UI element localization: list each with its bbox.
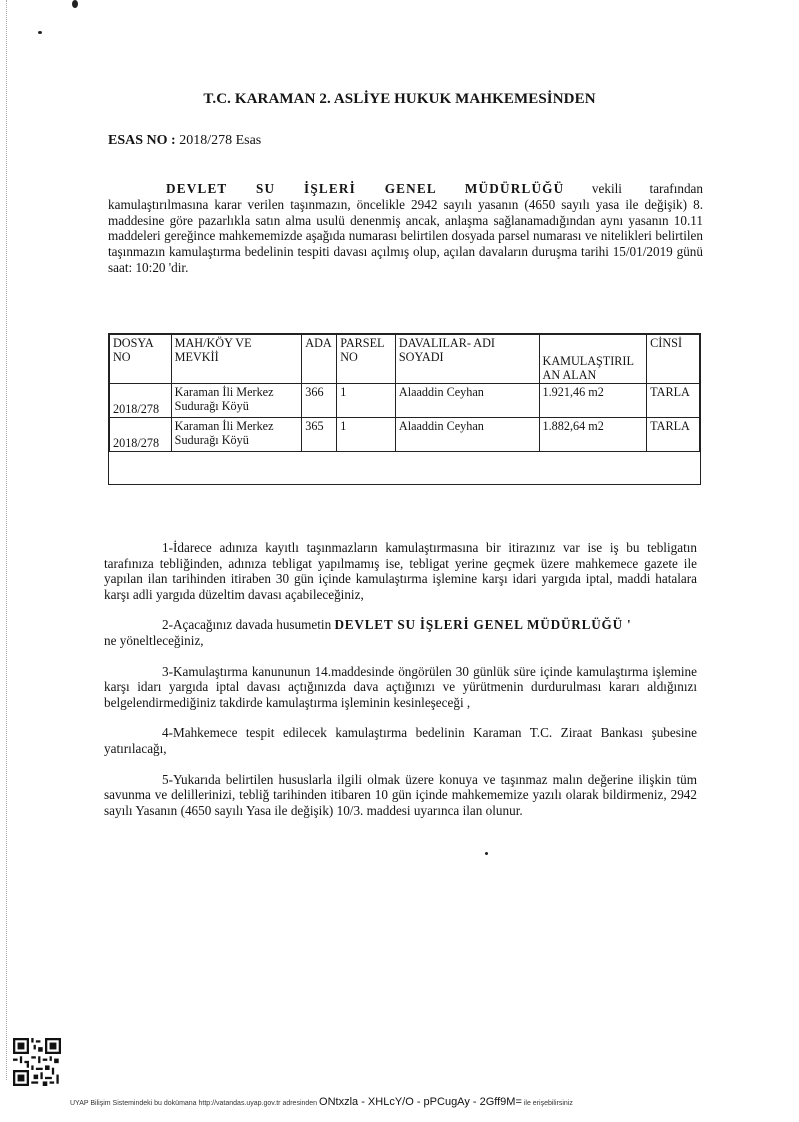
header-dosya-no: DOSYA NO xyxy=(110,335,172,384)
intro-text: kamulaştırılmasına karar verilen taşınmazın, öncelikle 2942 sayılı yasanın (4650 sayılı yasa ile değişik) 8. maddesine göre pazarlıkla satın alma usulü denenmiş ancak, anlaşma sağlanamadığından aynı yasanın 10.11 maddeleri gereğince mahkememizde aşağıda numarası belirtilen dosyada parsel numarası ve nitelikleri belirtilen taşınmazın kamulaştırma bedelinin tespiti davası açılmış olup, açılan davaların duruşma tarihi 15/01/2019 günü saat: 10:20 'dir. xyxy=(108,196,703,275)
header-cinsi: CİNSİ xyxy=(647,335,700,384)
cell-cinsi: TARLA xyxy=(647,384,700,418)
header-mah-koy: MAH/KÖY VE MEVKİİ xyxy=(171,335,302,384)
defendant-org: DEVLET SU İŞLERİ GENEL MÜDÜRLÜĞÜ ' xyxy=(334,617,632,633)
verification-code: ONtxzla - XHLcY/O - pPCugAy - 2Gff9M= xyxy=(319,1096,522,1108)
notice-item-2-post: ne yöneltleceğiniz, xyxy=(104,632,204,648)
notice-item-2-pre: 2-Açacağınız davada husumetin xyxy=(162,617,335,633)
header-davalilar: DAVALILAR- ADI SOYADI xyxy=(395,335,539,384)
esas-value: 2018/278 Esas xyxy=(175,133,262,148)
notice-item-1-text: 1-İdarece adınıza kayıtlı taşınmazların kamulaştırmasına bir itirazınız var ise iş bu tebligatın tarafınıza tebliğinden, adınıza tebligat yapılmamış ise, tebligat yerine geçmek üzere mahkemece gazete ile yapılan ilan tarihinden itiraben 30 gün içinde kamulaştırma işlemine karşı idari yargıda iptal, maddi hatalara karşı adli yargıda düzeltim davası açabileceğiniz, xyxy=(104,540,697,602)
footer-verification xyxy=(70,1096,573,1108)
court-title: T.C. KARAMAN 2. ASLİYE HUKUK MAHKEMESİNDEN xyxy=(203,91,596,107)
notice-items xyxy=(104,540,697,833)
intro-first-line xyxy=(108,181,703,197)
cell-davali: Alaaddin Ceyhan xyxy=(395,418,539,452)
cell-davali: Alaaddin Ceyhan xyxy=(395,384,539,418)
cell-ada: 366 xyxy=(302,384,337,418)
notice-item-4-text: 4-Mahkemece tespit edilecek kamulaştırma bedelinin Karaman T.C. Ziraat Bankası şubesine yatırılacağı, xyxy=(104,725,697,756)
notice-item-1 xyxy=(104,540,697,602)
cell-dosya-no: 2018/278 xyxy=(110,384,172,418)
header-parsel-no: PARSEL NO xyxy=(337,335,396,384)
notice-item-5 xyxy=(104,772,697,819)
cell-cinsi: TARLA xyxy=(647,418,700,452)
intro-paragraph xyxy=(108,181,703,276)
notice-item-3 xyxy=(104,664,697,711)
footer-text-post: ile erişebilirsiniz xyxy=(521,1100,573,1107)
header-ada: ADA xyxy=(302,335,337,384)
footer-text-pre: UYAP Bilişim Sistemindeki bu dokümana http://vatandas.uyap.gov.tr adresinden xyxy=(70,1100,320,1107)
notice-item-5-text: 5-Yukarıda belirtilen hususlarla ilgili olmak üzere konuya ve taşınmaz malın değerine ilişkin tüm savunma ve delillerinizi, tebliğ tarihinden itibaren 10 gün içinde mahkememize yazılı olarak bildirmeniz, 2942 sayılı Yasanın (4650 sayılı Yasa ile değişik) 10/3. maddesi uyarınca ilan olunur. xyxy=(104,771,697,818)
table-row xyxy=(110,384,700,418)
notice-item-4 xyxy=(104,725,697,756)
parcel-table-frame xyxy=(108,333,701,485)
esas-number xyxy=(108,133,261,149)
scan-speck xyxy=(485,852,488,855)
parcel-table xyxy=(109,334,700,452)
cell-dosya-no: 2018/278 xyxy=(110,418,172,452)
cell-mah-koy: Karaman İli Merkez Sudurağı Köyü xyxy=(171,418,302,452)
table-row xyxy=(110,418,700,452)
cell-ada: 365 xyxy=(302,418,337,452)
cell-mah-koy: Karaman İli Merkez Sudurağı Köyü xyxy=(171,384,302,418)
cell-parsel: 1 xyxy=(337,384,396,418)
scan-margin-line xyxy=(6,0,8,1080)
cell-parsel: 1 xyxy=(337,418,396,452)
scan-speck xyxy=(38,31,42,34)
scan-speck xyxy=(72,0,78,8)
cell-alan: 1.882,64 m2 xyxy=(539,418,647,452)
plaintiff-org: DEVLET SU İŞLERİ GENEL MÜDÜRLÜĞÜ xyxy=(166,181,565,196)
notice-item-3-text: 3-Kamulaştırma kanununun 14.maddesinde öngörülen 30 günlük süre içinde kamulaştırma işlemine karşı idarı yargıda iptal davası açtığınızda dava açtığınızı ve yürütmenin durdurulması kararı aldığınızı belgelendirmediğiniz takdirde kamulaştırma işleminin kesinleşeceği , xyxy=(104,663,697,710)
intro-first-line-rest: vekili tarafından xyxy=(564,181,703,196)
cell-alan: 1.921,46 m2 xyxy=(539,384,647,418)
qr-code-icon xyxy=(13,1038,61,1086)
esas-label: ESAS NO : xyxy=(108,133,176,148)
table-header-row xyxy=(110,335,700,384)
notice-item-2 xyxy=(104,617,697,648)
header-kamulastirilan-alan: KAMULAŞTIRIL AN ALAN xyxy=(539,335,647,384)
